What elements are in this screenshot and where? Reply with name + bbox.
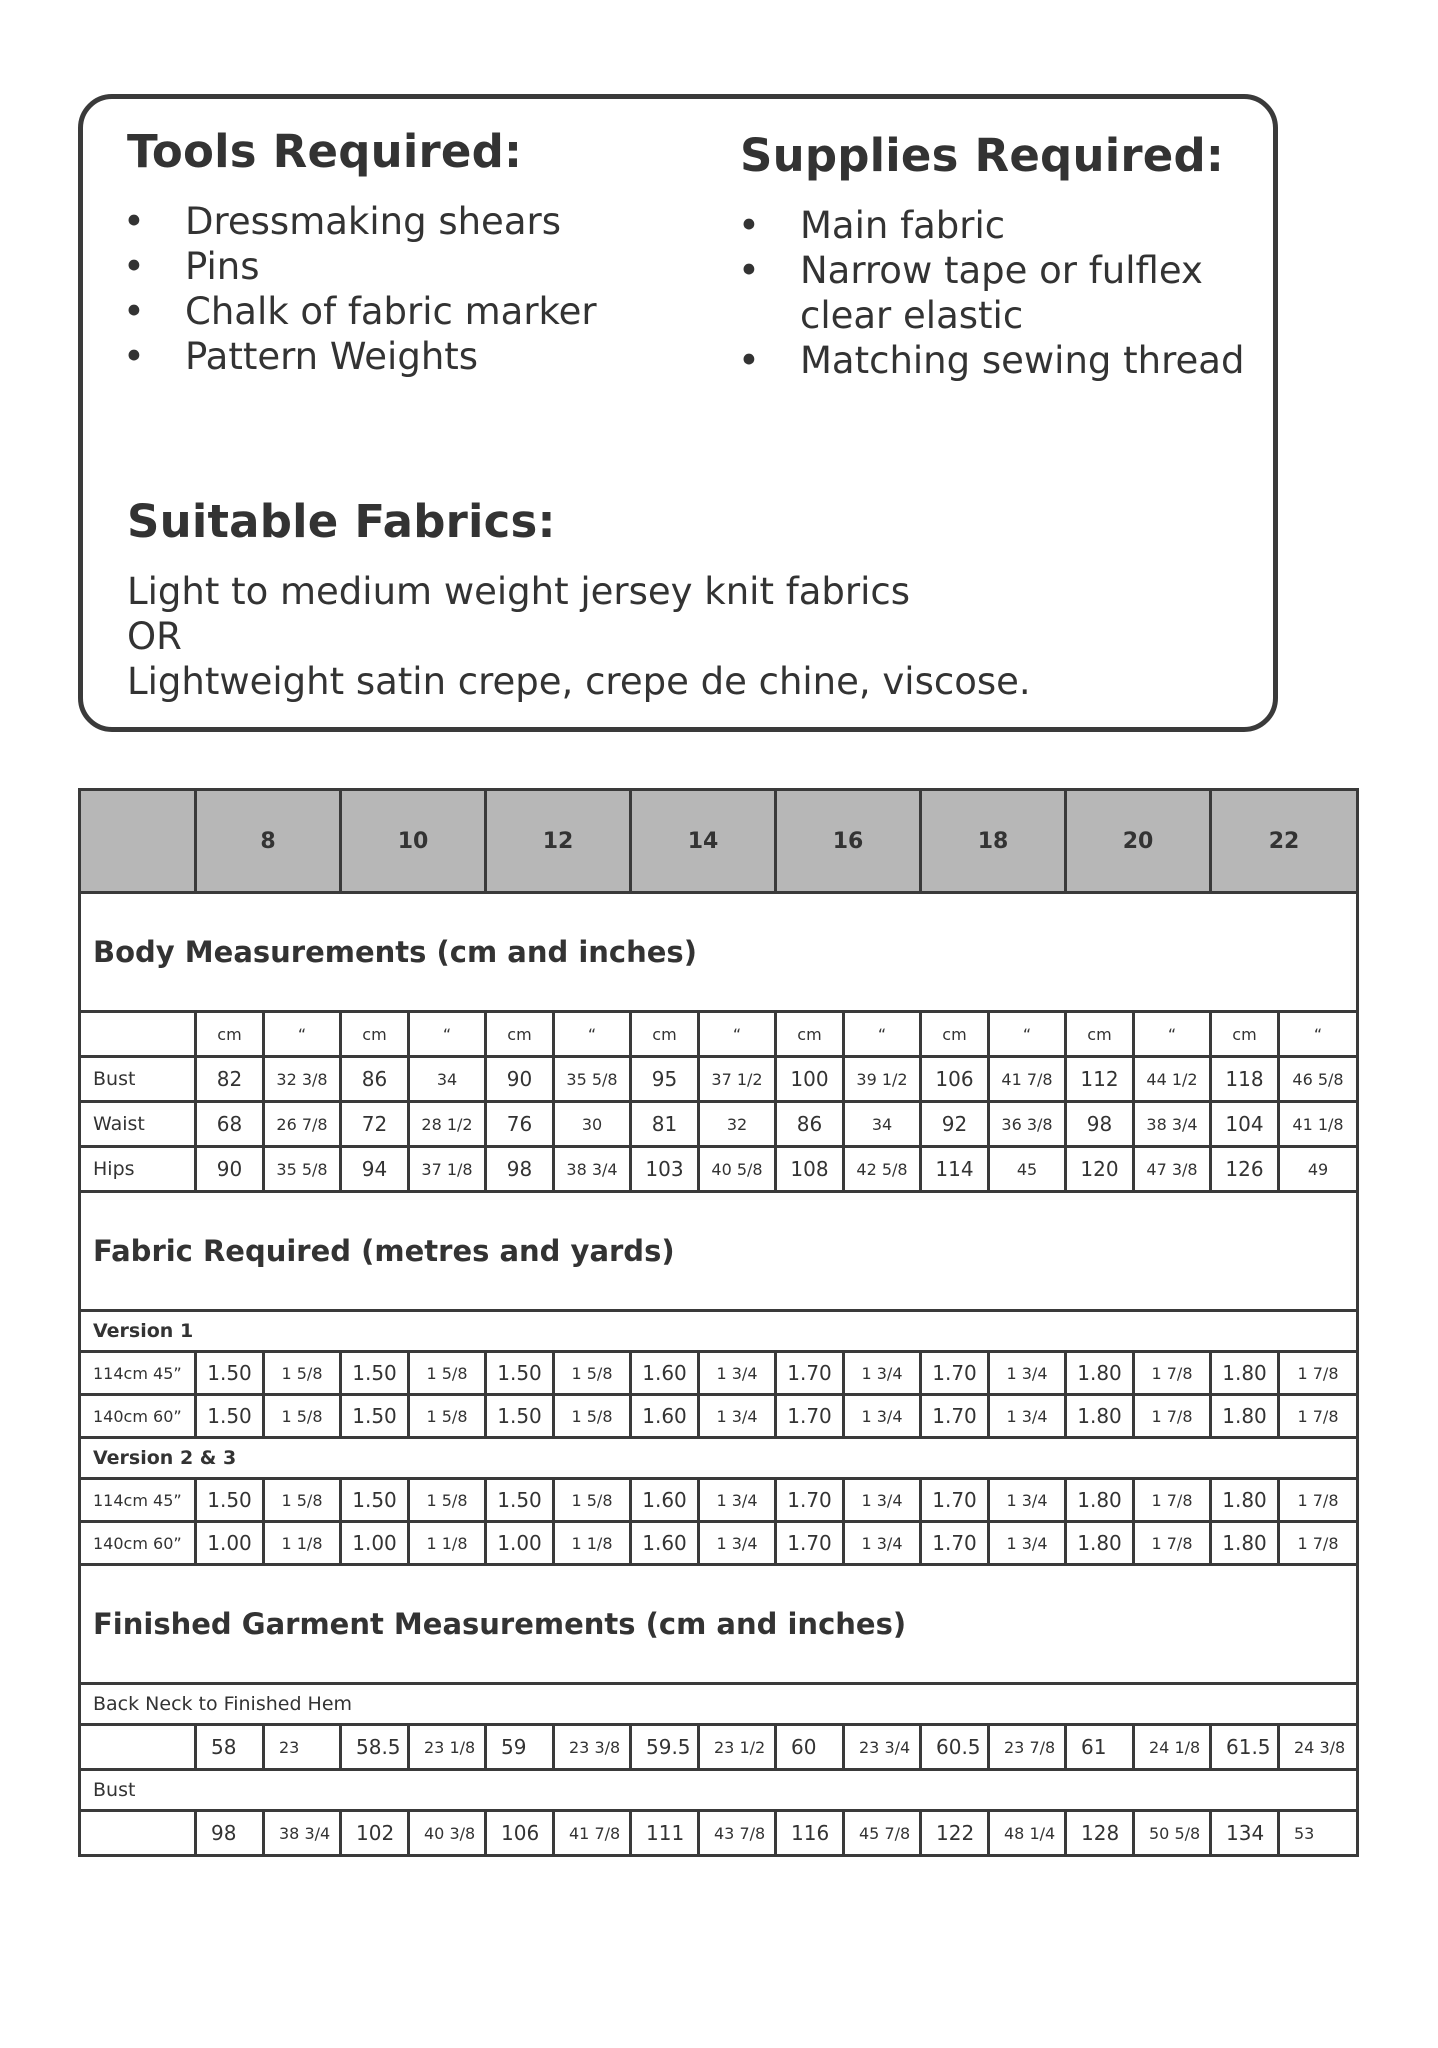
table-cell: 1.60 [631, 1395, 699, 1438]
table-row [80, 1725, 1358, 1770]
row-label: 140cm 60” [80, 1395, 196, 1438]
table-cell: 1.70 [921, 1479, 989, 1522]
unit-in: “ [989, 1012, 1066, 1057]
table-cell: 1.50 [196, 1479, 264, 1522]
table-cell: 30 [554, 1102, 631, 1147]
table-cell: 1 3/4 [699, 1395, 776, 1438]
fabric-required-title: Fabric Required (metres and yards) [80, 1192, 1358, 1311]
list-item: • Narrow tape or fulflex [738, 249, 1203, 292]
bullet-icon: • [123, 335, 145, 378]
table-cell: 41 7/8 [554, 1811, 631, 1856]
table-cell: 98 [1066, 1102, 1134, 1147]
table-cell: 1.50 [196, 1395, 264, 1438]
table-cell: 94 [341, 1147, 409, 1192]
size-header: 10 [341, 790, 486, 893]
row-label [80, 1811, 196, 1856]
table-cell: 1 5/8 [409, 1352, 486, 1395]
row-label [80, 1725, 196, 1770]
table-cell: 1 3/4 [844, 1352, 921, 1395]
row-label: Bust [80, 1057, 196, 1102]
table-cell: 1.80 [1066, 1352, 1134, 1395]
table-cell: 114 [921, 1147, 989, 1192]
table-cell: 1.80 [1211, 1522, 1279, 1565]
table-cell: 34 [844, 1102, 921, 1147]
table-cell: 1 5/8 [264, 1352, 341, 1395]
bullet-icon: • [123, 245, 145, 288]
table-cell: 1.80 [1066, 1395, 1134, 1438]
bullet-icon: • [738, 204, 760, 247]
table-cell: 90 [486, 1057, 554, 1102]
table-cell: 1.50 [341, 1395, 409, 1438]
list-item: • Pins [123, 245, 260, 288]
table-row [80, 1479, 1358, 1522]
table-cell: 1.80 [1066, 1479, 1134, 1522]
size-chart-table [78, 788, 1359, 1857]
table-cell: 35 5/8 [554, 1057, 631, 1102]
table-cell: 1.50 [196, 1352, 264, 1395]
table-cell: 1 1/8 [264, 1522, 341, 1565]
table-cell: 38 3/4 [264, 1811, 341, 1856]
finished-garment-title: Finished Garment Measurements (cm and inches) [80, 1565, 1358, 1684]
table-cell: 106 [921, 1057, 989, 1102]
fabrics-line: OR [127, 615, 182, 658]
list-item: • Dressmaking shears [123, 200, 561, 243]
unit-cm: cm [776, 1012, 844, 1057]
table-cell: 1.70 [776, 1352, 844, 1395]
header-corner [80, 790, 196, 893]
table-cell: 1.50 [486, 1479, 554, 1522]
table-cell: 1 3/4 [844, 1479, 921, 1522]
table-cell: 103 [631, 1147, 699, 1192]
table-cell: 40 5/8 [699, 1147, 776, 1192]
table-cell: 1.80 [1066, 1522, 1134, 1565]
table-cell: 39 1/2 [844, 1057, 921, 1102]
table-cell: 1 5/8 [409, 1479, 486, 1522]
table-cell: 122 [921, 1811, 989, 1856]
row-label: 140cm 60” [80, 1522, 196, 1565]
table-row [80, 1102, 1358, 1147]
table-cell: 1.70 [921, 1522, 989, 1565]
table-cell: 1.50 [486, 1395, 554, 1438]
table-cell: 23 3/8 [554, 1725, 631, 1770]
fabrics-line: Lightweight satin crepe, crepe de chine, viscose. [127, 660, 1031, 703]
requirements-box [78, 94, 1278, 732]
size-header: 8 [196, 790, 341, 893]
table-cell: 1 3/4 [844, 1395, 921, 1438]
bullet-icon: • [123, 200, 145, 243]
table-cell: 45 7/8 [844, 1811, 921, 1856]
table-cell: 1 5/8 [264, 1395, 341, 1438]
size-header: 16 [776, 790, 921, 893]
table-row [80, 1395, 1358, 1438]
size-header: 12 [486, 790, 631, 893]
table-cell: 50 5/8 [1134, 1811, 1211, 1856]
table-cell: 120 [1066, 1147, 1134, 1192]
finished-bust-label: Bust [80, 1770, 1358, 1811]
body-measurements-title: Body Measurements (cm and inches) [80, 893, 1358, 1012]
table-cell: 82 [196, 1057, 264, 1102]
table-cell: 116 [776, 1811, 844, 1856]
table-cell: 23 [264, 1725, 341, 1770]
table-cell: 41 1/8 [1279, 1102, 1358, 1147]
table-cell: 59 [486, 1725, 554, 1770]
table-cell: 61 [1066, 1725, 1134, 1770]
table-cell: 1 3/4 [699, 1522, 776, 1565]
table-cell: 24 3/8 [1279, 1725, 1358, 1770]
table-row [80, 1352, 1358, 1395]
table-cell: 46 5/8 [1279, 1057, 1358, 1102]
table-cell: 104 [1211, 1102, 1279, 1147]
table-cell: 41 7/8 [989, 1057, 1066, 1102]
table-cell: 1.70 [776, 1479, 844, 1522]
table-cell: 60.5 [921, 1725, 989, 1770]
table-cell: 1 7/8 [1134, 1352, 1211, 1395]
fabrics-title: Suitable Fabrics: [127, 495, 556, 548]
table-cell: 43 7/8 [699, 1811, 776, 1856]
table-cell: 23 1/2 [699, 1725, 776, 1770]
unit-in: “ [409, 1012, 486, 1057]
table-cell: 35 5/8 [264, 1147, 341, 1192]
table-cell: 1.70 [776, 1522, 844, 1565]
table-cell: 111 [631, 1811, 699, 1856]
table-cell: 34 [409, 1057, 486, 1102]
supplies-title: Supplies Required: [740, 129, 1225, 182]
table-cell: 28 1/2 [409, 1102, 486, 1147]
table-cell: 86 [776, 1102, 844, 1147]
table-cell: 59.5 [631, 1725, 699, 1770]
version-1-label: Version 1 [80, 1311, 1358, 1352]
table-cell: 32 3/8 [264, 1057, 341, 1102]
table-cell: 1.60 [631, 1522, 699, 1565]
table-cell: 1 7/8 [1134, 1479, 1211, 1522]
table-cell: 1 1/8 [554, 1522, 631, 1565]
table-cell: 48 1/4 [989, 1811, 1066, 1856]
table-cell: 100 [776, 1057, 844, 1102]
unit-cm: cm [1211, 1012, 1279, 1057]
table-cell: 1 7/8 [1134, 1395, 1211, 1438]
table-cell: 45 [989, 1147, 1066, 1192]
table-cell: 1 3/4 [989, 1522, 1066, 1565]
list-item: • Matching sewing thread [738, 339, 1245, 382]
table-cell: 128 [1066, 1811, 1134, 1856]
row-label: Hips [80, 1147, 196, 1192]
table-cell: 53 [1279, 1811, 1358, 1856]
table-cell: 1 3/4 [844, 1522, 921, 1565]
table-cell: 32 [699, 1102, 776, 1147]
table-cell: 23 1/8 [409, 1725, 486, 1770]
unit-cm: cm [631, 1012, 699, 1057]
table-cell: 1.80 [1211, 1395, 1279, 1438]
table-cell: 38 3/4 [1134, 1102, 1211, 1147]
table-cell: 72 [341, 1102, 409, 1147]
table-row [80, 1522, 1358, 1565]
unit-corner [80, 1012, 196, 1057]
table-cell: 1 7/8 [1279, 1352, 1358, 1395]
tools-title: Tools Required: [127, 125, 523, 178]
table-cell: 108 [776, 1147, 844, 1192]
table-cell: 86 [341, 1057, 409, 1102]
back-neck-label: Back Neck to Finished Hem [80, 1684, 1358, 1725]
table-cell: 92 [921, 1102, 989, 1147]
table-cell: 112 [1066, 1057, 1134, 1102]
table-cell: 1.60 [631, 1479, 699, 1522]
table-cell: 1 7/8 [1279, 1522, 1358, 1565]
table-cell: 1 7/8 [1134, 1522, 1211, 1565]
table-cell: 1.60 [631, 1352, 699, 1395]
fabrics-line: Light to medium weight jersey knit fabrics [127, 570, 911, 613]
table-cell: 95 [631, 1057, 699, 1102]
row-label: 114cm 45” [80, 1479, 196, 1522]
bullet-icon: • [738, 249, 760, 292]
unit-in: “ [699, 1012, 776, 1057]
table-cell: 98 [196, 1811, 264, 1856]
version-2-3-label: Version 2 & 3 [80, 1438, 1358, 1479]
table-cell: 1.00 [196, 1522, 264, 1565]
unit-in: “ [1279, 1012, 1358, 1057]
table-cell: 1 7/8 [1279, 1479, 1358, 1522]
table-cell: 134 [1211, 1811, 1279, 1856]
unit-in: “ [554, 1012, 631, 1057]
table-cell: 58 [196, 1725, 264, 1770]
table-cell: 1 3/4 [989, 1395, 1066, 1438]
table-cell: 47 3/8 [1134, 1147, 1211, 1192]
table-cell: 1.70 [921, 1395, 989, 1438]
row-label: 114cm 45” [80, 1352, 196, 1395]
size-header: 18 [921, 790, 1066, 893]
table-cell: 36 3/8 [989, 1102, 1066, 1147]
table-cell: 126 [1211, 1147, 1279, 1192]
list-item: • Main fabric [738, 204, 1006, 247]
table-cell: 1 5/8 [554, 1352, 631, 1395]
table-cell: 1 5/8 [554, 1395, 631, 1438]
table-cell: 1 1/8 [409, 1522, 486, 1565]
table-cell: 60 [776, 1725, 844, 1770]
table-cell: 1.50 [486, 1352, 554, 1395]
table-cell: 1.50 [341, 1479, 409, 1522]
table-cell: 1 3/4 [699, 1352, 776, 1395]
bullet-icon: • [123, 290, 145, 333]
table-cell: 37 1/8 [409, 1147, 486, 1192]
size-header: 14 [631, 790, 776, 893]
table-cell: 1.80 [1211, 1479, 1279, 1522]
list-item: • Pattern Weights [123, 335, 479, 378]
list-item: • Chalk of fabric marker [123, 290, 597, 333]
table-cell: 58.5 [341, 1725, 409, 1770]
table-cell: 102 [341, 1811, 409, 1856]
table-cell: 1.50 [341, 1352, 409, 1395]
table-row [80, 1811, 1358, 1856]
table-cell: 40 3/8 [409, 1811, 486, 1856]
table-cell: 23 3/4 [844, 1725, 921, 1770]
table-cell: 81 [631, 1102, 699, 1147]
unit-cm: cm [1066, 1012, 1134, 1057]
table-cell: 1.70 [776, 1395, 844, 1438]
unit-cm: cm [341, 1012, 409, 1057]
supplies-list [738, 203, 1244, 383]
table-cell: 118 [1211, 1057, 1279, 1102]
table-cell: 37 1/2 [699, 1057, 776, 1102]
table-cell: 106 [486, 1811, 554, 1856]
unit-in: “ [844, 1012, 921, 1057]
table-cell: 23 7/8 [989, 1725, 1066, 1770]
bullet-icon: • [738, 339, 760, 382]
table-cell: 49 [1279, 1147, 1358, 1192]
table-cell: 1 5/8 [409, 1395, 486, 1438]
list-item: clear elastic [800, 294, 1024, 337]
table-cell: 24 1/8 [1134, 1725, 1211, 1770]
table-cell: 98 [486, 1147, 554, 1192]
table-cell: 1 7/8 [1279, 1395, 1358, 1438]
table-cell: 1.70 [921, 1352, 989, 1395]
table-cell: 1 3/4 [989, 1352, 1066, 1395]
unit-in: “ [1134, 1012, 1211, 1057]
table-cell: 26 7/8 [264, 1102, 341, 1147]
table-cell: 68 [196, 1102, 264, 1147]
unit-row [80, 1012, 1358, 1057]
table-cell: 42 5/8 [844, 1147, 921, 1192]
table-cell: 61.5 [1211, 1725, 1279, 1770]
table-cell: 38 3/4 [554, 1147, 631, 1192]
table-cell: 76 [486, 1102, 554, 1147]
table-cell: 90 [196, 1147, 264, 1192]
table-row [80, 1147, 1358, 1192]
table-row [80, 1057, 1358, 1102]
table-cell: 1.00 [341, 1522, 409, 1565]
unit-cm: cm [196, 1012, 264, 1057]
table-cell: 1 3/4 [699, 1479, 776, 1522]
table-cell: 1 5/8 [554, 1479, 631, 1522]
row-label: Waist [80, 1102, 196, 1147]
table-cell: 1.00 [486, 1522, 554, 1565]
size-header-row [80, 790, 1358, 893]
tools-list [123, 199, 597, 379]
size-header: 22 [1211, 790, 1358, 893]
table-cell: 44 1/2 [1134, 1057, 1211, 1102]
unit-cm: cm [486, 1012, 554, 1057]
table-cell: 1 3/4 [989, 1479, 1066, 1522]
table-cell: 1 5/8 [264, 1479, 341, 1522]
unit-cm: cm [921, 1012, 989, 1057]
unit-in: “ [264, 1012, 341, 1057]
size-header: 20 [1066, 790, 1211, 893]
table-cell: 1.80 [1211, 1352, 1279, 1395]
